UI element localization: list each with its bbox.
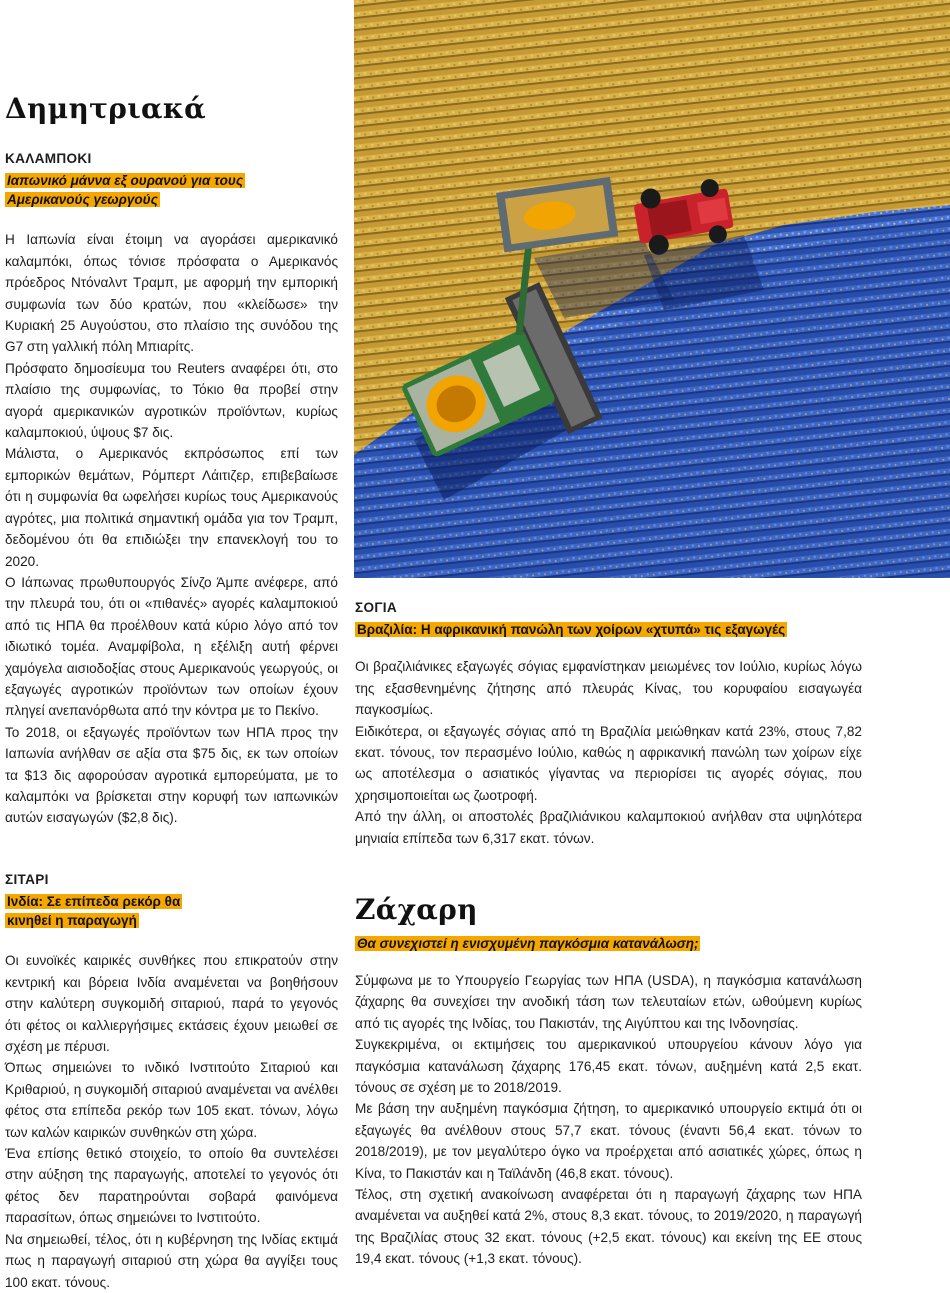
sugar-paragraph-1: Σύμφωνα με το Υπουργείο Γεωργίας των ΗΠΑ (USDA), η παγκόσμια κατανάλωση ζάχαρης θα συνεχίσει την ανοδική τάση των τελευταίων ετών, ωθούμενη κυρίως από τις αγορές της Ινδίας, του Πακιστάν, της Αιγύπτου και της Ινδονησίας. — [355, 973, 862, 1031]
soy-kicker: ΣΟΓΙΑ — [355, 600, 397, 615]
corn-paragraph-4: Ο Ιάπωνας πρωθυπουργός Σίνζο Άμπε ανέφερε, από την πλευρά του, ότι οι «πιθανές» αγορές καλαμποκιού από τις ΗΠΑ θα προέλθουν κατά κύριο λόγο από τον ιδιωτικό τομέα. Αναμφίβολα, η εξέλιξη αυτή φέρνει χαμόγελα αισιοδοξίας στους Αμερικανούς γεωργούς, οι εξαγωγές αγροτικών προϊόντων των οποίων έχουν πληγεί ανεπανόρθωτα από την κόντρα με το Πεκίνο. — [5, 574, 338, 719]
wheat-paragraph-2: Όπως σημειώνει το ινδικό Ινστιτούτο Σιταριού και Κριθαριού, η συγκομιδή σιταριού αναμένεται να ανέλθει φέτος στα επίπεδα ρεκόρ των 105 εκατ. τόνων, λόγω των καλών καιρικών συνθηκών στη χώρα. — [5, 1060, 338, 1140]
sugar-section-title: Ζάχαρη — [355, 893, 478, 926]
sugar-paragraph-3: Με βάση την αυξημένη παγκόσμια ζήτηση, το αμερικανικό υπουργείο εκτιμά ότι οι εξαγωγές θα ανέλθουν στους 57,7 εκατ. τόνους (έναντι 56,4 εκατ. τόνων το 2018/2019), με τον μεγαλύτερο όγκο να προέρχεται από ασιατικές χώρες, όπως η Κίνα, το Πακιστάν και η Ταϊλάνδη (46,8 εκατ. τόνους). — [355, 1101, 862, 1181]
wheat-headline: Ινδία: Σε επίπεδα ρεκόρ θα κινηθεί η παραγωγή — [7, 894, 181, 929]
soy-article — [355, 597, 862, 849]
wheat-paragraph-1: Οι ευνοϊκές καιρικές συνθήκες που επικρατούν στην κεντρική και βόρεια Ινδία αναμένεται να βοηθήσουν στην καλύτερη συγκομιδή σιταριού, παρά το γεγονός ότι φέτος οι καλλιεργήσιμες εκτάσεις έχουν μειωθεί σε σχέση με πέρυσι. — [5, 953, 338, 1055]
corn-paragraph-5: Το 2018, οι εξαγωγές προϊόντων των ΗΠΑ προς την Ιαπωνία ανήλθαν σε αξία στα $75 δις, εκ των οποίων τα $13 δις αφορούσαν αγροτικά εμπορεύματα, με το καλαμπόκι να βρίσκεται στην κορυφή των ιαπωνικών αυτών εισαγωγών ($2,8 δις). — [5, 724, 338, 826]
corn-paragraph-3: Μάλιστα, ο Αμερικανός εκπρόσωπος επί των εμπορικών θεμάτων, Ρόμπερτ Λάιτιζερ, επιβεβαίωσε ότι η συμφωνία θα ωφελήσει κυρίως τους Αμερικανούς αγρότες, μια πολιτικά σημαντική ομάδα για τον Τραμπ, δεδομένου ότι θα επιδιώξει την επανεκλογή του το 2020. — [5, 446, 338, 569]
wheat-paragraph-3: Ένα επίσης θετικό στοιχείο, το οποίο θα συντελέσει στην αύξηση της παραγωγής, αποτελεί το γεγονός ότι φέτος δεν παρατηρούνται σοβαρά φαινόμενα παρασίτων, όπως σημειώνει το Ινστιτούτο. — [5, 1146, 338, 1226]
sugar-article — [355, 932, 862, 1270]
corn-paragraph-1: Η Ιαπωνία είναι έτοιμη να αγοράσει αμερικανικό καλαμπόκι, όπως τόνισε πρόσφατα ο Αμερικανός πρόεδρος Ντόναλντ Τραμπ, με αφορμή την εμπορική συμφωνία των δύο κρατών, που «κλείδωσε» την Κυριακή 25 Αυγούστου, στο πλαίσιο της συνόδου της G7 στη γαλλική πόλη Μπιαρίτς. — [5, 232, 338, 355]
corn-headline: Ιαπωνικό μάννα εξ ουρανού για τους Αμερικανούς γεωργούς — [7, 173, 244, 208]
soy-paragraph-3: Από την άλλη, οι αποστολές βραζιλιάνικου καλαμποκιού ανήλθαν στα υψηλότερα μηνιαία επίπεδα των 6,317 εκατ. τόνων. — [355, 809, 862, 846]
soy-headline: Βραζιλία: Η αφρικανική πανώλη των χοίρων «χτυπά» τις εξαγωγές — [357, 622, 786, 638]
wheat-article — [5, 869, 338, 1293]
sugar-paragraph-4: Τέλος, στη σχετική ανακοίνωση αναφέρεται ότι η παραγωγή ζάχαρης των ΗΠΑ αναμένεται να αυξηθεί κατά 2%, στους 8,3 εκατ. τόνους, το 2019/2020, η παραγωγή της Βραζιλίας στους 32 εκατ. τόνους (+2,5 εκατ. τόνους) και εκείνη της ΕΕ στους 19,4 εκατ. τόνους (+1,3 εκατ. τόνους). — [355, 1187, 862, 1267]
corn-kicker: ΚΑΛΑΜΠΟΚΙ — [5, 151, 92, 166]
soy-paragraph-2: Ειδικότερα, οι εξαγωγές σόγιας από τη Βραζιλία μειώθηκαν κατά 23%, στους 7,82 εκατ. τόνους, τον περασμένο Ιούλιο, καθώς η αφρικανική πανώλη των χοίρων είχε ως αποτέλεσμα ο ασιατικός γίγαντας να περιορίσει τις αγορές σόγιας, που χρησιμοποιείται ως ζωοτροφή. — [355, 723, 862, 803]
cereals-section-title: Δημητριακά — [5, 92, 207, 125]
wheat-kicker: ΣΙΤΑΡΙ — [5, 872, 49, 887]
sugar-headline: Θα συνεχιστεί η ενισχυμένη παγκόσμια κατανάλωση; — [357, 936, 699, 951]
harvest-field-aerial-photo — [354, 0, 950, 578]
corn-paragraph-2: Πρόσφατο δημοσίευμα του Reuters αναφέρει ότι, στο πλαίσιο της συμφωνίας, το Τόκιο θα προβεί στην αγορά αμερικανικών αγροτικών προϊόντων, κυρίως καλαμποκιού, ύψους $7 δις. — [5, 360, 338, 441]
sugar-paragraph-2: Συγκεκριμένα, οι εκτιμήσεις του αμερικανικού υπουργείου κάνουν λόγο για παγκόσμια κατανάλωση ζάχαρης 176,45 εκατ. τόνων, αυξημένη κατά 2,5 εκατ. τόνους σε σχέση με το 2018/2019. — [355, 1037, 862, 1096]
wheat-paragraph-4: Να σημειωθεί, τέλος, ότι η κυβέρνηση της Ινδίας εκτιμά πως η παραγωγή σιταριού στη χώρα θα αγγίξει τους 100 εκατ. τόνους. — [5, 1231, 338, 1290]
corn-article — [5, 148, 338, 829]
soy-paragraph-1: Οι βραζιλιάνικες εξαγωγές σόγιας εμφανίστηκαν μειωμένες τον Ιούλιο, κυρίως λόγω της εξασθενημένης ζήτησης από πλευράς Κίνας, του κορυφαίου εισαγωγέα παγκοσμίως. — [355, 659, 862, 718]
